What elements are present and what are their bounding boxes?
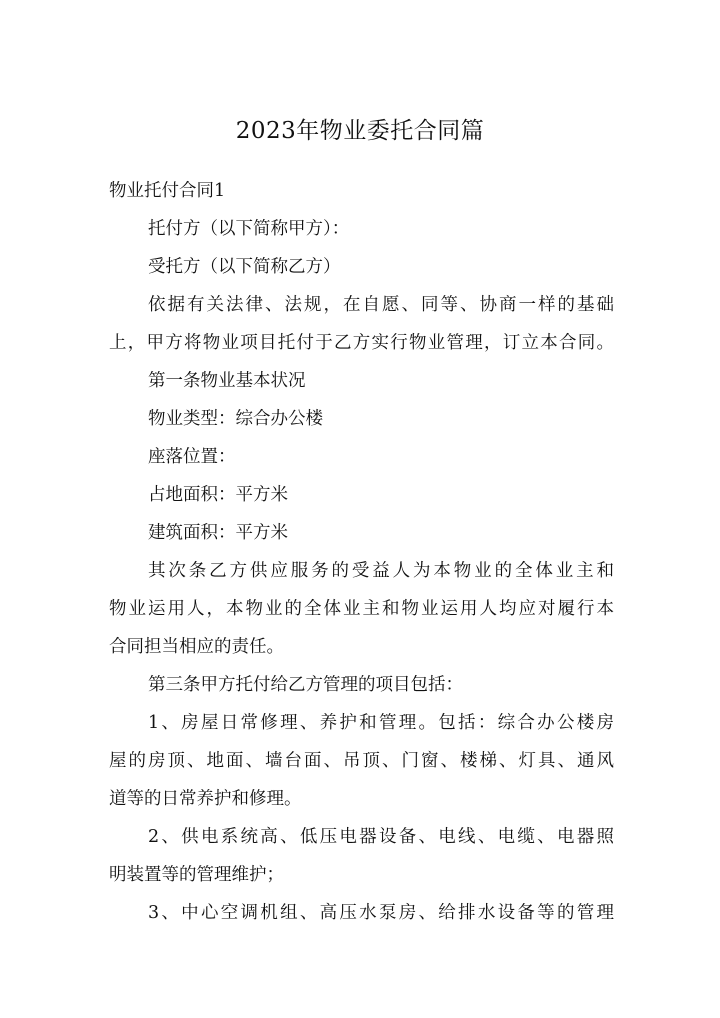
paragraph-line: 第三条甲方托付给乙方管理的项目包括： [148,675,463,695]
paragraph-line: 占地面积：平方米 [148,485,288,505]
paragraph-line: 合同担当相应的责任。 [109,637,284,657]
paragraph-line: 依据有关法律、法规，在自愿、同等、协商一样的基础 [148,295,614,315]
paragraph-line: 上，甲方将物业项目托付于乙方实行物业管理，订立本合同。 [109,333,614,353]
paragraph-line: 物业运用人，本物业的全体业主和物业运用人均应对履行本 [109,599,614,619]
paragraph-line: 第一条物业基本状况 [148,371,306,391]
paragraph-line: 道等的日常养护和修理。 [109,789,302,809]
document-title: 2023年物业委托合同篇 [235,118,485,144]
paragraph-line: 受托方（以下简称乙方） [148,257,341,277]
paragraph-line: 物业类型：综合办公楼 [148,409,323,429]
paragraph-line: 屋的房顶、地面、墙台面、吊顶、门窗、楼梯、灯具、通风 [109,751,614,771]
paragraph-line: 1、房屋日常修理、养护和管理。包括：综合办公楼房 [148,713,614,733]
paragraph-line: 2、供电系统高、低压电器设备、电线、电缆、电器照 [148,827,614,847]
section-heading: 物业托付合同1 [109,181,226,201]
paragraph-line: 明装置等的管理维护； [109,865,284,885]
paragraph-line: 3、中心空调机组、高压水泵房、给排水设备等的管理 [148,903,614,923]
paragraph-line: 其次条乙方供应服务的受益人为本物业的全体业主和 [148,561,614,581]
paragraph-line: 建筑面积：平方米 [148,523,288,543]
paragraph-line: 座落位置： [148,447,236,467]
paragraph-line: 托付方（以下简称甲方）： [148,219,350,239]
